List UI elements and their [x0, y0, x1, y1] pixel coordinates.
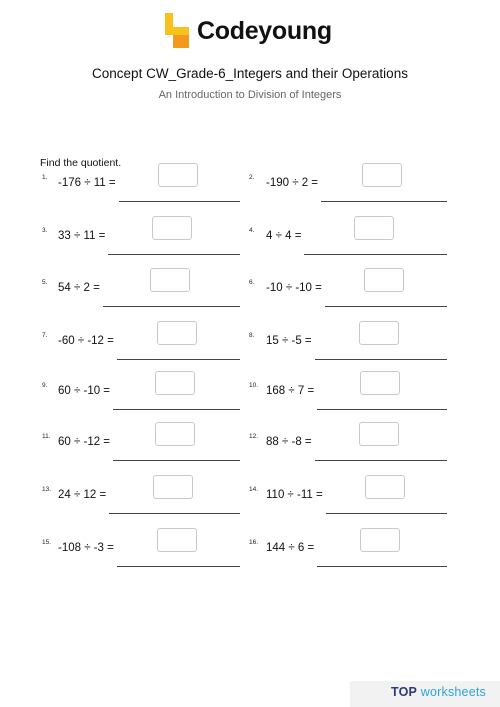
topworksheets-watermark [391, 685, 486, 699]
worksheet-subtitle: An Introduction to Division of Integers [158, 89, 342, 101]
answer-line [304, 240, 447, 255]
codeyoung-logo-icon [163, 12, 193, 50]
problem-expression: 33 ÷ 11 = [58, 230, 106, 242]
problem-number: 15. [42, 539, 52, 546]
problem-number: 13. [42, 486, 52, 493]
answer-line [317, 395, 447, 410]
problem-number: 12. [249, 433, 259, 440]
answer-line [315, 345, 447, 360]
watermark-top: TOP [391, 685, 418, 699]
problem-item [0, 332, 500, 363]
problem-number: 1. [42, 174, 48, 181]
answer-input-box[interactable] [354, 216, 394, 240]
problem-item [0, 433, 500, 464]
answer-input-box[interactable] [364, 268, 404, 292]
answer-line [325, 292, 447, 307]
problem-number: 11. [42, 433, 51, 440]
problem-item [0, 539, 500, 570]
answer-input-box[interactable] [360, 528, 400, 552]
problem-expression: 24 ÷ 12 = [58, 489, 107, 501]
problem-expression: 144 ÷ 6 = [266, 542, 315, 554]
problem-number: 5. [42, 279, 48, 286]
problem-expression: 54 ÷ 2 = [58, 282, 100, 294]
instruction-text: Find the quotient. [40, 157, 122, 169]
codeyoung-logo [163, 12, 343, 52]
answer-input-box[interactable] [360, 371, 400, 395]
problem-number: 7. [42, 332, 48, 339]
problem-item [0, 227, 500, 258]
problem-item [0, 486, 500, 517]
problem-item [0, 382, 500, 413]
problem-expression: 4 ÷ 4 = [266, 230, 302, 242]
problem-expression: 110 ÷ -11 = [266, 489, 323, 501]
problem-expression: -176 ÷ 11 = [58, 177, 116, 189]
problem-expression: -190 ÷ 2 = [266, 177, 319, 189]
problem-number: 14. [249, 486, 259, 493]
answer-line [326, 499, 447, 514]
problem-expression: 15 ÷ -5 = [266, 335, 312, 347]
problem-expression: 88 ÷ -8 = [266, 436, 312, 448]
answer-input-box[interactable] [362, 163, 402, 187]
problem-item [0, 279, 500, 310]
problem-expression: 60 ÷ -12 = [58, 436, 111, 448]
worksheet-title: Concept CW_Grade-6_Integers and their Operations [92, 66, 408, 81]
problem-number: 2. [249, 174, 255, 181]
problem-number: 4. [249, 227, 255, 234]
problem-number: 10. [249, 382, 259, 389]
problem-number: 3. [42, 227, 48, 234]
answer-input-box[interactable] [359, 321, 399, 345]
problem-expression: -10 ÷ -10 = [266, 282, 322, 294]
problem-expression: 60 ÷ -10 = [58, 385, 111, 397]
answer-input-box[interactable] [365, 475, 405, 499]
problem-expression: -108 ÷ -3 = [58, 542, 114, 554]
answer-input-box[interactable] [359, 422, 399, 446]
watermark-worksheets: worksheets [417, 685, 486, 699]
problem-number: 16. [249, 539, 259, 546]
answer-line [321, 187, 447, 202]
problem-number: 8. [249, 332, 255, 339]
problem-item [0, 174, 500, 205]
answer-line [317, 552, 447, 567]
problem-expression: 168 ÷ 7 = [266, 385, 315, 397]
problem-number: 6. [249, 279, 255, 286]
brand-name: Codeyoung [197, 17, 332, 45]
problem-number: 9. [42, 382, 48, 389]
problem-expression: -60 ÷ -12 = [58, 335, 114, 347]
answer-line [315, 446, 447, 461]
